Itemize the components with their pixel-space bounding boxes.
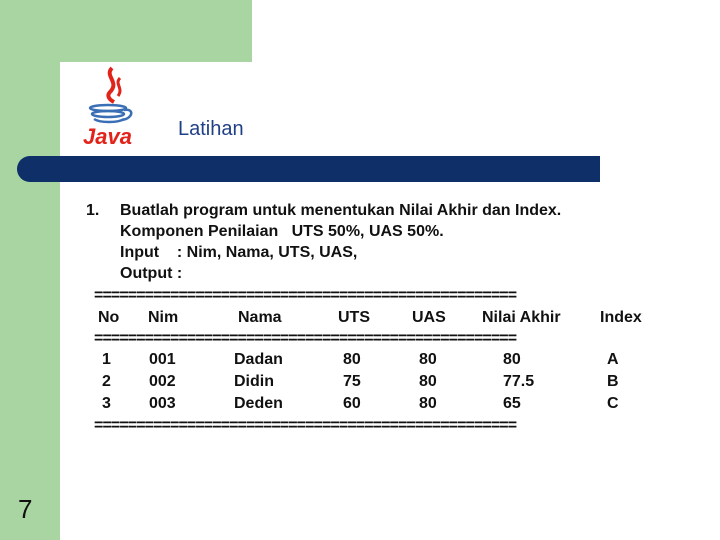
slide-title: Latihan: [178, 118, 244, 140]
exercise-line-4: Output :: [120, 265, 183, 282]
header-uts: UTS: [338, 309, 370, 326]
exercise-line-3: Input : Nim, Nama, UTS, UAS,: [120, 244, 358, 261]
cell-index: A: [607, 351, 619, 368]
cell-uas: 80: [419, 351, 437, 368]
header-index: Index: [600, 309, 642, 326]
title-underline-bar: [17, 156, 600, 182]
slide-number: 7: [18, 494, 33, 524]
cell-nim: 001: [149, 351, 176, 368]
cell-uts: 60: [343, 395, 361, 412]
exercise-line-1: Buatlah program untuk menentukan Nilai Akhir dan Index.: [120, 202, 562, 219]
cell-nama: Deden: [234, 395, 283, 412]
java-logo-text: Java: [83, 124, 132, 149]
slide-left-band: [0, 0, 60, 540]
cell-nama: Didin: [234, 373, 274, 390]
cell-uts: 80: [343, 351, 361, 368]
cell-nilai-akhir: 77.5: [503, 373, 535, 390]
cell-nim: 002: [149, 373, 176, 390]
header-nama: Nama: [238, 309, 282, 326]
header-nilai-akhir: Nilai Akhir: [482, 309, 561, 326]
cell-uas: 80: [419, 373, 437, 390]
cell-index: B: [607, 373, 619, 390]
java-logo-icon: [80, 64, 142, 152]
cell-nim: 003: [149, 395, 176, 412]
cell-nilai-akhir: 65: [503, 395, 521, 412]
table-separator-header: ==================================================: [94, 330, 517, 347]
cell-index: C: [607, 395, 619, 412]
cell-nilai-akhir: 80: [503, 351, 521, 368]
cell-nama: Dadan: [234, 351, 283, 368]
header-nim: Nim: [148, 309, 179, 326]
cell-uts: 75: [343, 373, 361, 390]
header-no: No: [98, 309, 120, 326]
exercise-line-2: Komponen Penilaian UTS 50%, UAS 50%.: [120, 223, 444, 240]
header-uas: UAS: [412, 309, 446, 326]
cell-no: 1: [102, 351, 111, 368]
exercise-number: 1.: [86, 202, 100, 219]
cell-no: 2: [102, 373, 111, 390]
cell-uas: 80: [419, 395, 437, 412]
slide-top-band: [60, 0, 252, 62]
table-separator-top: ==================================================: [94, 287, 517, 304]
cell-no: 3: [102, 395, 111, 412]
table-separator-bottom: ==================================================: [94, 417, 517, 434]
